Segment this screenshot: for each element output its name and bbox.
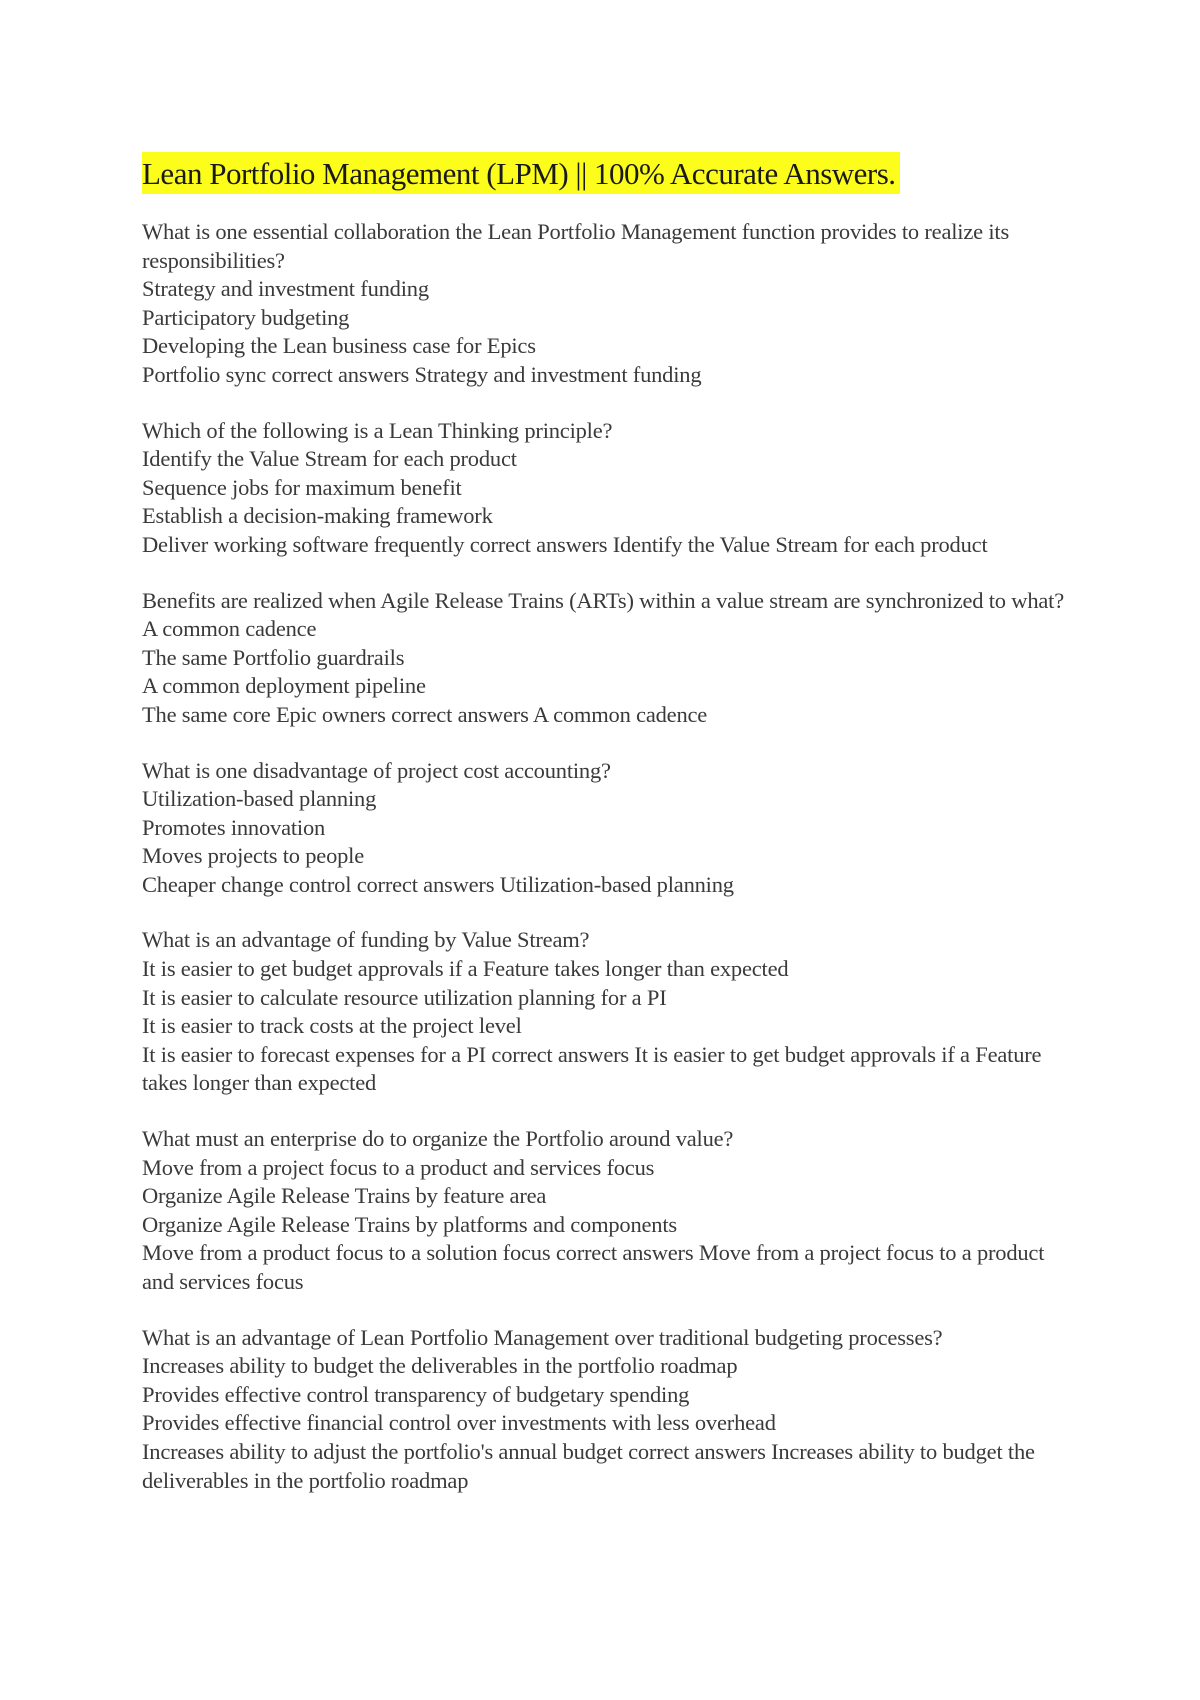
- question-text: What is an advantage of funding by Value Stream?: [142, 927, 590, 953]
- options-list: [142, 615, 1072, 701]
- answer-separator: correct answers: [356, 871, 495, 897]
- document-title: Lean Portfolio Management (LPM) || 100% Accurate Answers.: [142, 152, 900, 194]
- option-text: Utilization-based planning: [142, 786, 377, 812]
- options-list: [142, 1154, 1072, 1240]
- option-text: Provides effective control transparency of budgetary spending: [142, 1381, 690, 1407]
- last-option-text: Deliver working software frequently: [142, 531, 465, 557]
- final-option-with-answer: [142, 361, 1072, 390]
- option-text: Establish a decision-making framework: [142, 503, 493, 529]
- correct-answer-text: It is easier to get budget approvals if a Feature takes longer than expected: [142, 1041, 1042, 1096]
- question-text: What must an enterprise do to organize the Portfolio around value?: [142, 1126, 734, 1152]
- document-content: [142, 152, 1072, 1522]
- option-text: Sequence jobs for maximum benefit: [142, 474, 462, 500]
- option-text: Increases ability to budget the deliverables in the portfolio roadmap: [142, 1353, 738, 1379]
- answer-separator: correct answers: [491, 1041, 629, 1067]
- question-block-2: [142, 417, 1072, 560]
- option-text: Moves projects to people: [142, 843, 365, 869]
- answer-separator: correct answers: [628, 1438, 766, 1464]
- options-list: [142, 275, 1072, 361]
- option-text: The same Portfolio guardrails: [142, 644, 405, 670]
- option-text: Organize Agile Release Trains by feature area: [142, 1183, 547, 1209]
- question-block-1: [142, 218, 1072, 390]
- last-option-text: Increases ability to adjust the portfolio's annual budget: [142, 1438, 623, 1464]
- last-option-text: Portfolio sync: [142, 361, 267, 387]
- correct-answer-text: Identify the Value Stream for each product: [612, 531, 988, 557]
- option-text: It is easier to get budget approvals if a Feature takes longer than expected: [142, 956, 789, 982]
- final-option-with-answer: [142, 1041, 1072, 1098]
- question-text: What is an advantage of Lean Portfolio Management over traditional budgeting processes?: [142, 1324, 943, 1350]
- correct-answer-text: Strategy and investment funding: [414, 361, 702, 387]
- correct-answer-text: Utilization-based planning: [499, 871, 734, 897]
- question-block-7: [142, 1324, 1072, 1496]
- last-option-text: Cheaper change control: [142, 871, 352, 897]
- options-list: [142, 955, 1072, 1041]
- question-block-4: [142, 757, 1072, 900]
- questions-list: [142, 218, 1072, 1495]
- option-text: Move from a project focus to a product and services focus: [142, 1154, 655, 1180]
- option-text: Participatory budgeting: [142, 304, 350, 330]
- answer-separator: correct answers: [469, 531, 608, 557]
- question-text: What is one essential collaboration the Lean Portfolio Management function provides to realize its responsibilities?: [142, 219, 1010, 273]
- correct-answer-text: Move from a project focus to a product and services focus: [142, 1240, 1045, 1294]
- final-option-with-answer: [142, 1239, 1072, 1296]
- last-option-text: The same core Epic owners: [142, 701, 386, 727]
- answer-separator: correct answers: [555, 1240, 694, 1266]
- option-text: Promotes innovation: [142, 814, 326, 840]
- option-text: Strategy and investment funding: [142, 276, 429, 302]
- final-option-with-answer: [142, 871, 1072, 900]
- last-option-text: It is easier to forecast expenses for a PI: [142, 1041, 486, 1067]
- final-option-with-answer: [142, 701, 1072, 730]
- final-option-with-answer: [142, 1438, 1072, 1495]
- option-text: It is easier to track costs at the project level: [142, 1013, 522, 1039]
- last-option-text: Move from a product focus to a solution focus: [142, 1240, 551, 1266]
- option-text: Provides effective financial control over investments with less overhead: [142, 1410, 776, 1436]
- question-text: Which of the following is a Lean Thinking principle?: [142, 417, 613, 443]
- question-block-5: [142, 926, 1072, 1098]
- question-text: What is one disadvantage of project cost accounting?: [142, 757, 611, 783]
- correct-answer-text: Increases ability to budget the deliverables in the portfolio roadmap: [142, 1438, 1035, 1493]
- option-text: Organize Agile Release Trains by platforms and components: [142, 1211, 677, 1237]
- correct-answer-text: A common cadence: [532, 701, 708, 727]
- answer-separator: correct answers: [271, 361, 410, 387]
- question-block-3: [142, 587, 1072, 730]
- option-text: A common cadence: [142, 616, 317, 642]
- answer-separator: correct answers: [391, 701, 529, 727]
- option-text: Developing the Lean business case for Epics: [142, 333, 536, 359]
- options-list: [142, 1352, 1072, 1438]
- question-text: Benefits are realized when Agile Release Trains (ARTs) within a value stream are synchronized to what?: [142, 587, 1064, 613]
- options-list: [142, 785, 1072, 871]
- option-text: A common deployment pipeline: [142, 673, 426, 699]
- final-option-with-answer: [142, 531, 1072, 560]
- options-list: [142, 445, 1072, 531]
- option-text: Identify the Value Stream for each product: [142, 446, 517, 472]
- option-text: It is easier to calculate resource utilization planning for a PI: [142, 984, 667, 1010]
- question-block-6: [142, 1125, 1072, 1297]
